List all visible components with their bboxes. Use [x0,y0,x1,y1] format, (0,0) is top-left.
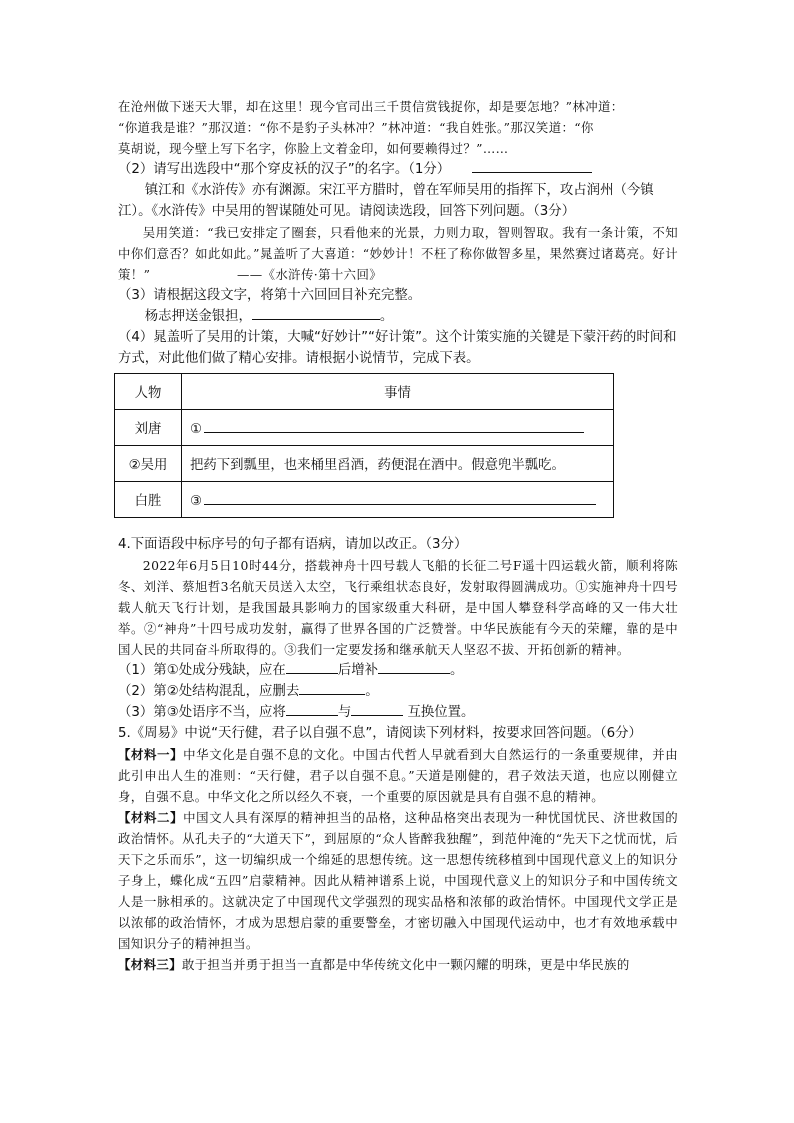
material-3 [118,954,678,975]
material-body: 敢于担当并勇于担当一直都是中华传统文化中一颗闪耀的明珠，更是中华民族的 [181,957,630,972]
question-2 [118,159,678,180]
answer-blank[interactable] [204,491,596,505]
question-4-sub1 [118,660,678,681]
answer-blank[interactable] [204,419,584,433]
answer-blank[interactable] [252,306,380,320]
passage-line: 莫胡说，现今壁上写下名字，你脸上文着金印，如何要赖得过？”…… [118,141,509,156]
event-marker: ① [190,421,203,437]
person-cell: ②吴用 [115,446,182,482]
excerpt-body: 吴用笑道：“我已安排定了圈套，只看他来的光景，力则力取，智则智取。我有一条计策，不知中你们意否？如此如此。”晁盖听了大喜道：“妙妙计！不枉了称你做智多星，果然赛过诸葛亮。好计策！” [118,225,678,282]
question-4-sub3 [118,702,678,723]
event-cell: 把药下到瓢里，也来桶里舀酒，药便混在酒中。假意兜半瓢吃。 [182,446,614,482]
event-cell [182,410,614,446]
material-label: 【材料二】 [118,810,184,825]
question-4: （4）晁盖听了吴用的计策，大喊“好妙计”“好计策”。这个计策实施的关键是下蒙汗药的时间和方式，对此他们做了精心安排。请根据小说情节，完成下表。 [118,330,677,366]
question-4-sub2 [118,681,678,702]
person-cell: 刘唐 [115,410,182,446]
question-3: （3）请根据这段文字，将第十六回回目补充完整。 [118,288,422,303]
answer-blank[interactable] [378,660,450,674]
answer-blank[interactable] [351,702,403,716]
passage-line: “你道我是谁？”那汉道：“你不是豹子头林冲？”林冲道：“我自姓张。”那汉笑道：“你 [118,120,594,135]
question-3-answer: 杨志押送金银担， 。 [118,306,678,327]
intro-text: 镇江和《水浒传》亦有渊源。宋江平方腊时，曾在军师吴用的指挥下，攻占润州（今镇江）。《水浒传》中吴用的智谋随处可见。请阅读选段，回答下列问题。（3分） [118,183,654,219]
sub-text: （1）第①处成分残缺，应在 [118,663,286,678]
sub-text: 。 [450,663,464,678]
header-person: 人物 [115,374,182,410]
event-marker: ③ [190,493,203,509]
question-4-title: 4.下面语段中标序号的句子都有语病，请加以改正。（3分） [118,537,468,552]
answer-blank[interactable] [286,702,338,716]
person-cell: 白胜 [115,482,182,518]
passage-tail [118,96,678,159]
passage-line: 在沧州做下迷天大罪，却在这里！现今官司出三千贯信赏钱捉你，却是要怎地？”林冲道： [118,99,624,114]
header-event: 事情 [182,374,614,410]
sub-text: （3）第③处语序不当，应将 [118,705,286,720]
exam-page [118,96,678,975]
table-header-row [115,374,614,410]
table-row [115,482,614,518]
answer-prefix: 杨志押送金银担， [144,309,252,324]
sub-text: （2）第②处结构混乱，应删去 [118,684,300,699]
table-row [115,410,614,446]
sub-text: 与 [337,705,352,720]
excerpt-text [118,222,678,285]
material-body: 中国文人具有深厚的精神担当的品格，这种品格突出表现为一种忧国忧民、济世救国的政治情怀。从孔夫子的“大道天下”，到屈原的“众人皆醉我独醒”，到范仲淹的“先天下之忧而忧，后天下之乐而乐”，这一切编织成一个绵延的思想传统。这一思想传统移植到中国现代意义上的知识分子身上，蝶化成“五四”启蒙精神。因此从精神谱系上说，中国现代意义上的知识分子和中国传统文人是一脉相承的。这就决定了中国现代文学强烈的现实品格和浓郁的政治情怀。中国现代文学正是以浓郁的政治情怀，才成为思想启蒙的重要警垒，才密切融入中国现代运动中，也才有效地承载中国知识分子的精神担当。 [118,810,679,951]
material-1 [118,744,678,807]
material-label: 【材料三】 [118,957,182,972]
question-2-text: （2）请写出选段中“那个穿皮袄的汉子”的名字。（1分） [118,162,451,177]
answer-blank[interactable] [472,159,592,173]
question-4-passage: 2022年6月5日10时44分，搭载神舟十四号载人飞船的长征二号F遥十四运载火箭，顺利将陈冬、刘洋、蔡旭哲3名航天员送入太空，飞行乘组状态良好，发射取得圆满成功。①实施神舟十四号载人航天飞行计划，是我国最具影响力的国家级重大科研，是中国人攀登科学高峰的又一伟大壮举。②“神舟”十四号成功发射，赢得了世界各国的广泛赞誉。中华民族能有今天的荣耀，靠的是中国人民的共同奋斗所取得的。③我们一定要发扬和继承航天人坚忍不拔、开拓创新的精神。 [118,558,678,657]
material-body: 中华文化是自强不息的文化。中国古代哲人早就看到大自然运行的一条重要规律，并由此引申出人生的准则：“天行健，君子以自强不息。”天道是刚健的，君子效法天道，也应以刚健立身，自强不息。中华文化之所以经久不衰，一个重要的原因就是具有自强不息的精神。 [118,747,679,804]
table-row [115,446,614,482]
events-table [114,373,614,518]
excerpt-source: ——《水浒传·第十六回》 [237,267,383,282]
material-label: 【材料一】 [118,747,184,762]
sub-text: 后增补 [337,663,378,678]
sub-text: 。 [365,684,379,699]
answer-blank[interactable] [286,660,338,674]
material-2 [118,807,678,954]
answer-blank[interactable] [299,681,365,695]
question-5-title: 5.《周易》中说“天行健，君子以自强不息”，请阅读下列材料，按要求回答问题。（6分） [118,726,642,741]
event-cell [182,482,614,518]
sub-text: 互换位置。 [403,705,475,720]
